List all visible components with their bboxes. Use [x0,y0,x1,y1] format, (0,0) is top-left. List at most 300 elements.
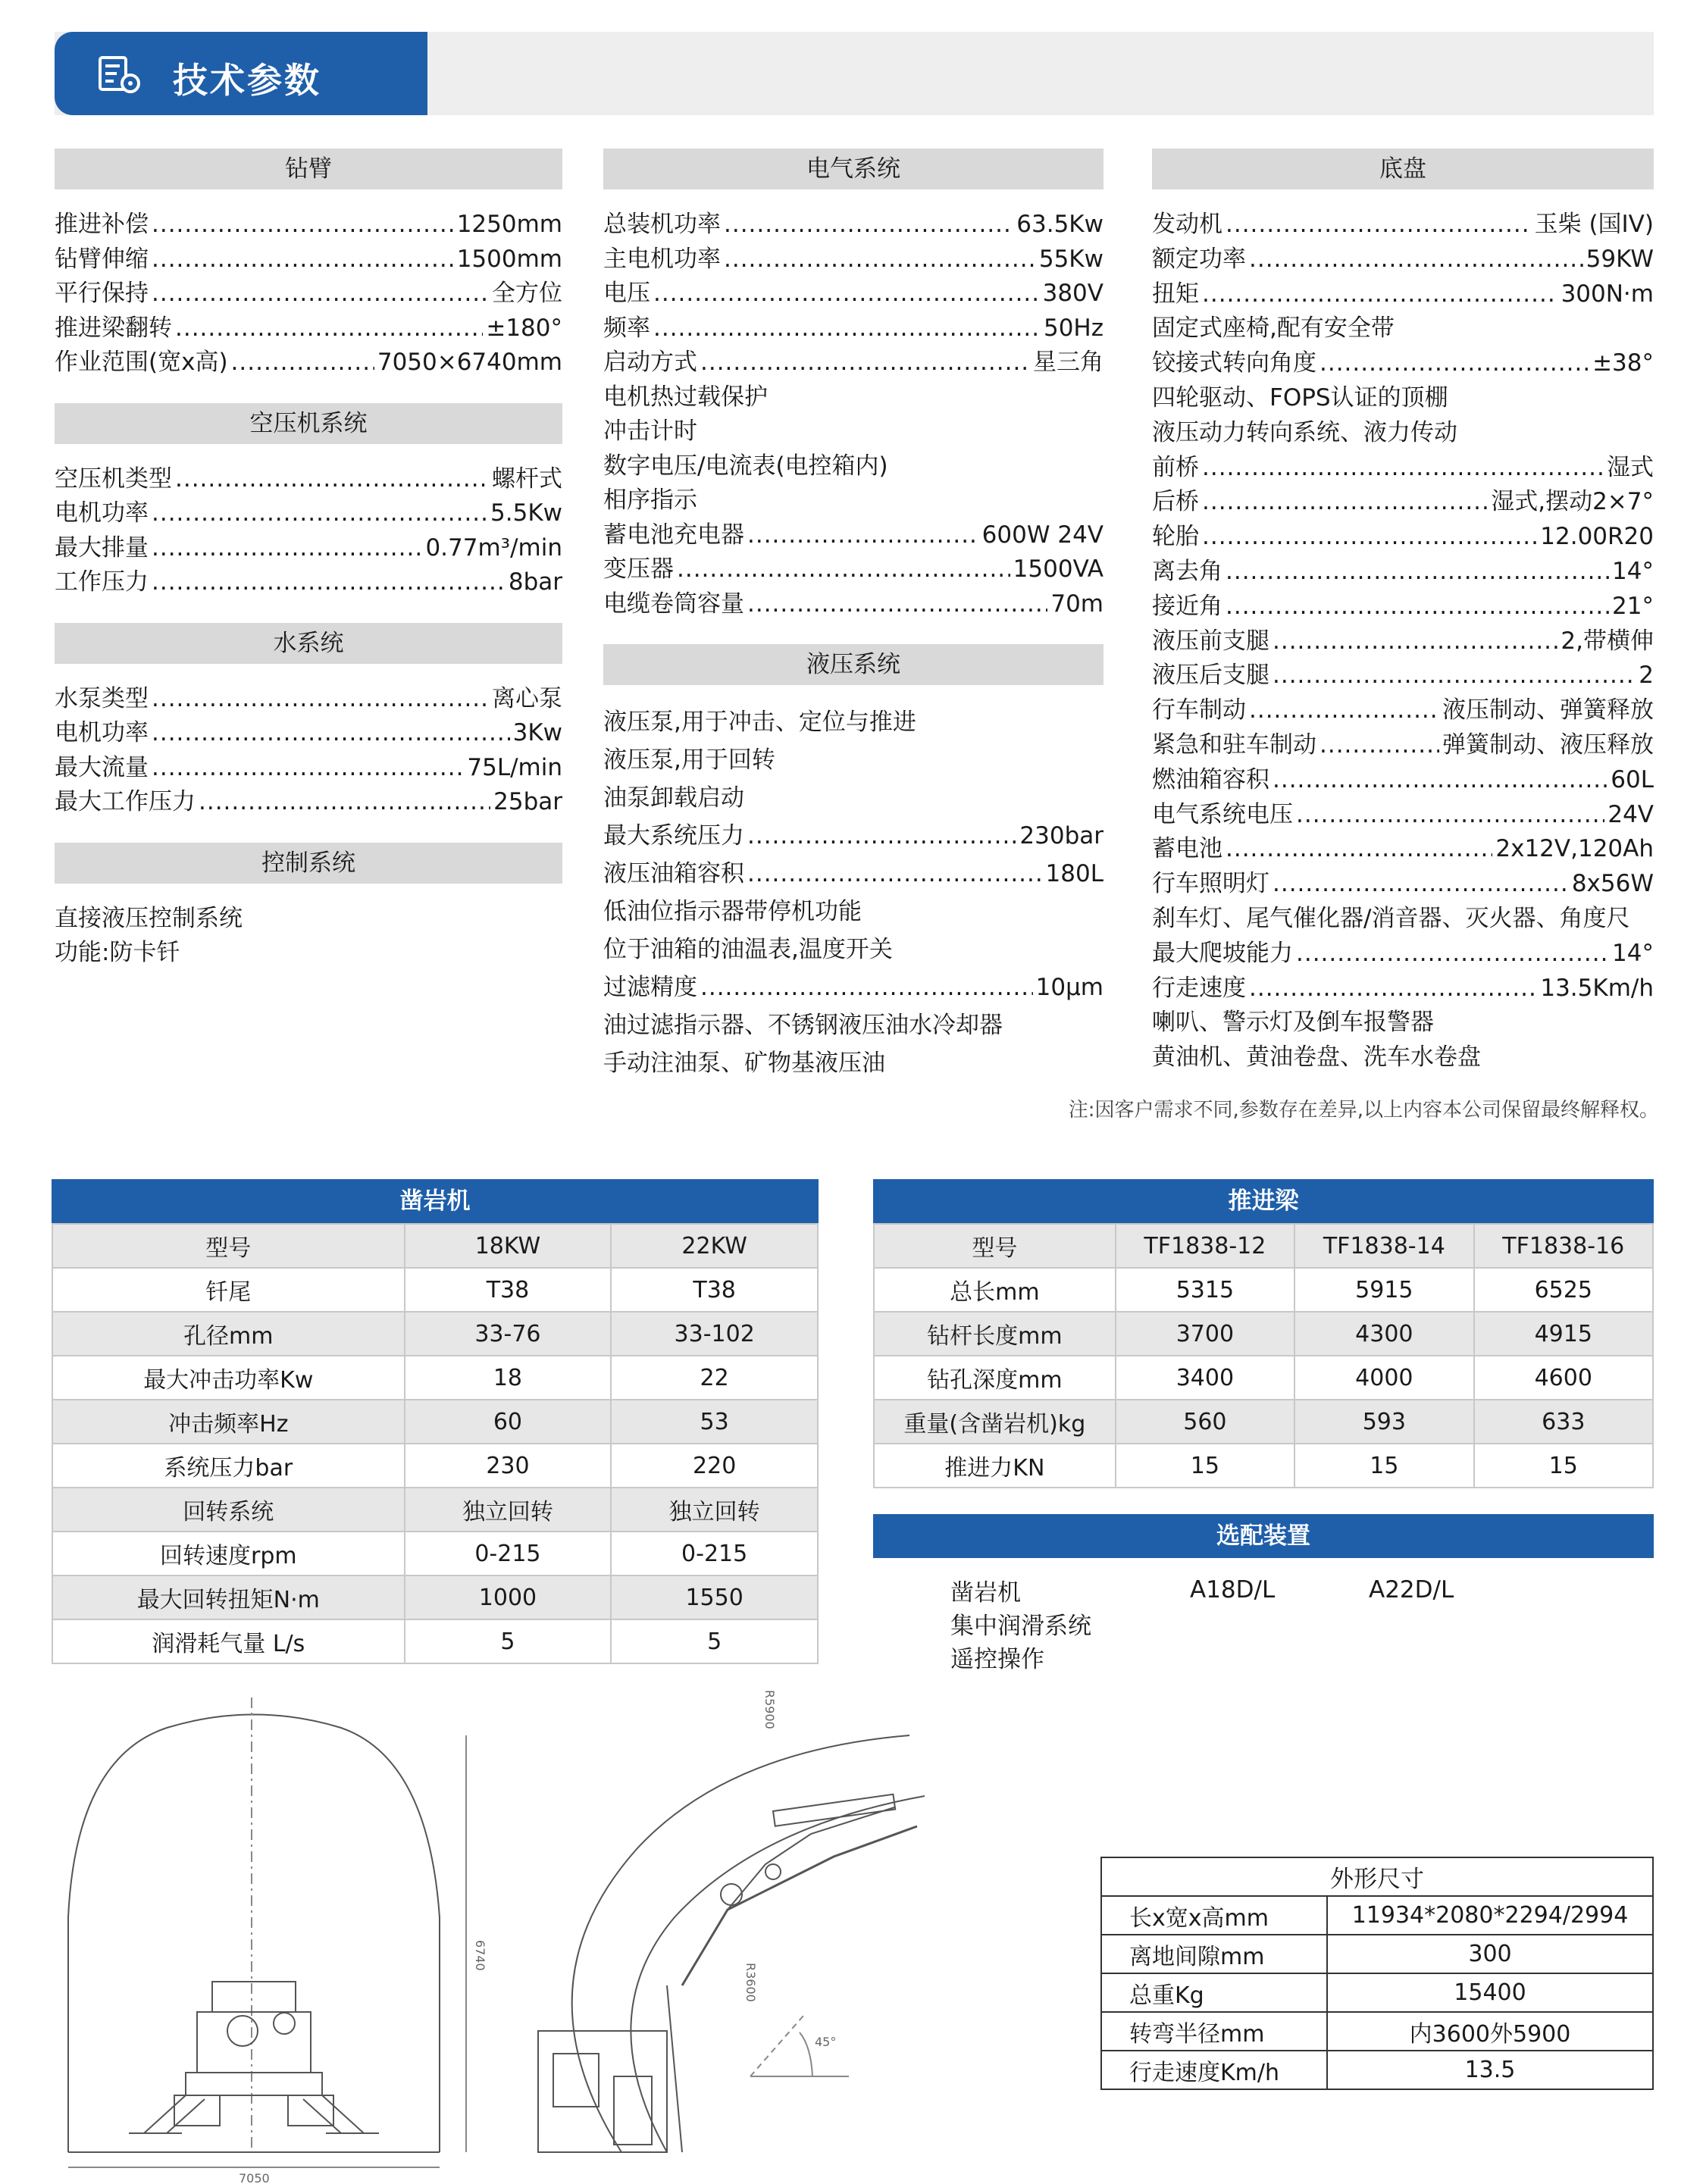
spec-key: 频率 [603,314,650,342]
spec-value: 600W 24V [981,521,1104,549]
table-cell: 4000 [1294,1356,1473,1400]
spec-row [603,817,1104,855]
options-title: 选配装置 [873,1514,1654,1558]
spec-key: 离去角 [1152,557,1222,585]
outer-radius-label: R5900 [762,1690,777,1729]
table-cell: 5 [611,1619,818,1663]
table-cell: 4300 [1294,1312,1473,1356]
spec-value: 59KW [1586,245,1654,273]
table-cell: 总长mm [874,1268,1116,1312]
spec-key: 轮胎 [1152,523,1199,551]
spec-value: 离心泵 [492,684,562,712]
spec-key: 电缆卷筒容量 [603,590,744,618]
leader-dots [700,346,1030,380]
spec-value: 12.00R20 [1540,523,1654,551]
spec-row [1152,520,1654,555]
spec-key: 紧急和驻车制动 [1152,731,1316,759]
section-title-hydraulic: 液压系统 [603,644,1104,685]
spec-value: 10μm [1035,974,1104,1001]
table-cell: 1550 [611,1575,818,1619]
machine-drawing [45,1667,970,2182]
leader-dots [1202,520,1537,555]
leader-dots [1320,346,1589,381]
table-cell: 4600 [1474,1356,1653,1400]
spec-line: 油泵卸载启动 [603,784,744,812]
table-row [52,1224,818,1268]
spec-row [1152,832,1654,867]
leader-dots [1273,624,1557,659]
leader-dots [152,751,464,786]
section-title-compressor: 空压机系统 [55,403,562,444]
spec-key: 扭矩 [1152,280,1199,308]
spec-row [1152,208,1654,242]
chassis-rows [1152,189,1654,1098]
table-cell: 300 [1327,1935,1653,1973]
leader-dots [1202,451,1604,486]
table-cell: 回转系统 [52,1488,405,1532]
leader-dots [152,242,454,277]
table-cell: 5315 [1116,1268,1294,1312]
spec-key: 作业范围(宽x高) [55,349,228,376]
leader-dots [1202,277,1558,312]
dimensions-title: 外形尺寸 [1101,1857,1653,1896]
leader-dots [1226,555,1609,590]
spec-value: 星三角 [1033,349,1104,376]
leader-dots [152,565,506,600]
leader-dots [1249,242,1583,277]
table-cell: 6525 [1474,1268,1653,1312]
leader-dots [175,311,483,346]
spec-key: 液压前支腿 [1152,627,1269,655]
electric-rows [603,189,1104,644]
height-dimension-label: 6740 [473,1940,487,1971]
spec-value: 湿式,摆动2×7° [1491,488,1654,516]
table-cell: 长x宽x高mm [1101,1896,1327,1935]
table-row [1101,1896,1653,1935]
spec-key: 水泵类型 [55,684,149,712]
table-cell: 15 [1294,1444,1473,1488]
table-cell: 转弯半径mm [1101,2012,1327,2051]
spec-key: 额定功率 [1152,245,1246,273]
spec-row [1152,346,1654,381]
table-cell: 重量(含凿岩机)kg [874,1400,1116,1444]
spec-key: 最大排量 [55,533,149,562]
spec-value: ±38° [1592,349,1654,377]
spec-row [55,565,562,600]
spec-row [55,208,562,242]
spec-key: 液压后支腿 [1152,662,1269,690]
option-item: 凿岩机 [950,1579,1021,1607]
leader-dots [653,311,1041,346]
spec-row [603,208,1104,242]
spec-row [55,242,562,277]
table-cell: 33-102 [611,1312,818,1356]
document-gear-icon [97,55,142,95]
leader-dots [653,277,1040,311]
spec-row [1152,972,1654,1006]
table-cell: 回转速度rpm [52,1532,405,1575]
spec-key: 前桥 [1152,453,1199,481]
table-row [1101,1935,1653,1973]
spec-value: 14° [1612,939,1654,967]
table-row [52,1400,818,1444]
spec-value: 13.5Km/h [1540,974,1654,1002]
table-cell: 230 [405,1444,612,1488]
spec-row [55,531,562,566]
table-cell: 冲击频率Hz [52,1400,405,1444]
table-cell: 0-215 [611,1532,818,1575]
spec-row [603,346,1104,380]
spec-row [603,855,1104,893]
spec-value: 螺杆式 [492,465,562,493]
water-rows [55,664,562,843]
section-title-water: 水系统 [55,623,562,664]
spec-value: 8x56W [1571,870,1654,898]
spec-row [1152,693,1654,728]
spec-value: 2,带横伸 [1561,627,1654,655]
leader-dots [231,346,374,380]
table-cell: 560 [1116,1400,1294,1444]
dimensions-table [1100,1857,1654,2090]
hydraulic-rows [603,685,1104,1105]
spec-value: 8bar [508,568,562,596]
inner-radius-label: R3600 [743,1963,758,2002]
leader-dots [152,277,489,311]
spec-value: 300N·m [1561,280,1654,308]
spec-key: 燃油箱容积 [1152,765,1269,793]
table-row [52,1619,818,1663]
leader-dots [747,817,1016,855]
spec-key: 电机功率 [55,719,149,746]
spec-row [55,682,562,717]
disclaimer-note: 注:因客户需求不同,参数存在差异,以上内容本公司保留最终解释权。 [1068,1099,1659,1122]
spec-value: 180L [1045,860,1104,887]
option-model-a: A18D/L [1190,1576,1276,1604]
table-cell: 最大回转扭矩N·m [52,1575,405,1619]
spec-key: 平行保持 [55,280,149,307]
table-cell: 4915 [1474,1312,1653,1356]
table-cell: 33-76 [405,1312,612,1356]
spec-value: 5.5Kw [490,499,562,527]
width-dimension-label: 7050 [239,2171,270,2182]
page-title: 技术参数 [173,60,321,101]
spec-key: 电压 [603,280,650,307]
spec-key: 行车制动 [1152,696,1246,724]
spec-value: 弹簧制动、液压释放 [1442,731,1654,759]
feed-beam-title: 推进梁 [873,1179,1654,1223]
spec-value: 全方位 [492,280,562,307]
spec-key: 推进梁翻转 [55,314,172,342]
table-row [874,1224,1653,1268]
table-row [52,1268,818,1312]
spec-row [603,242,1104,277]
table-cell: 内3600外5900 [1327,2012,1653,2051]
option-item: 集中润滑系统 [950,1613,1091,1640]
spec-value: 1500mm [456,245,562,273]
spec-value: 380V [1042,280,1104,307]
table-cell: 3700 [1116,1312,1294,1356]
spec-column-2 [603,149,1104,1105]
table-cell: 3400 [1116,1356,1294,1400]
spec-value: 7050×6740mm [377,349,562,376]
leader-dots [747,518,979,553]
spec-row [1152,659,1654,693]
leader-dots [724,208,1013,242]
spec-value: 湿式 [1607,453,1654,481]
leader-dots [1226,590,1609,624]
spec-value: 50Hz [1043,314,1104,342]
table-cell: 系统压力bar [52,1444,405,1488]
table-cell: 5 [405,1619,612,1663]
spec-row [603,277,1104,311]
table-cell: 15 [1474,1444,1653,1488]
table-cell: 孔径mm [52,1312,405,1356]
spec-value: 2x12V,120Ah [1495,835,1654,863]
option-model-b: A22D/L [1369,1576,1454,1604]
table-cell: 独立回转 [405,1488,612,1532]
table-cell: 220 [611,1444,818,1488]
table-cell: 18KW [405,1224,612,1268]
table-cell: 11934*2080*2294/2994 [1327,1896,1653,1935]
spec-row [55,496,562,531]
spec-line: 低油位指示器带停机功能 [603,898,862,925]
table-cell: 独立回转 [611,1488,818,1532]
control-rows [55,884,562,993]
spec-row [603,587,1104,622]
leader-dots [747,587,1047,622]
spec-key: 液压油箱容积 [603,860,744,887]
leader-dots [1273,867,1569,902]
table-row [52,1444,818,1488]
table-cell: T38 [611,1268,818,1312]
section-title-chassis: 底盘 [1152,149,1654,189]
leader-dots [1249,972,1537,1006]
spec-key: 总装机功率 [603,211,721,238]
table-cell: 钎尾 [52,1268,405,1312]
spec-row [603,518,1104,553]
leader-dots [1226,208,1532,242]
table-cell: TF1838-14 [1294,1224,1473,1268]
leader-dots [175,462,489,497]
spec-row [55,311,562,346]
leader-dots [152,682,489,717]
spec-key: 电气系统电压 [1152,800,1293,828]
spec-key: 电机功率 [55,499,149,527]
options-section [873,1514,1654,1558]
spec-line: 冲击计时 [603,418,697,445]
spec-line: 喇叭、警示灯及倒车报警器 [1152,1009,1434,1037]
table-cell: 15 [1116,1444,1294,1488]
table-cell: 0-215 [405,1532,612,1575]
spec-key: 最大工作压力 [55,788,196,815]
table-cell: T38 [405,1268,612,1312]
spec-row [55,277,562,311]
table-row [52,1575,818,1619]
spec-key: 行走速度 [1152,974,1246,1002]
table-cell: 633 [1474,1400,1653,1444]
spec-line: 数字电压/电流表(电控箱内) [603,452,888,480]
leader-dots [152,716,510,751]
spec-line: 四轮驱动、FOPS认证的顶棚 [1152,383,1448,411]
spec-line: 黄油机、黄油卷盘、洗车水卷盘 [1152,1044,1481,1072]
spec-row [1152,590,1654,624]
leader-dots [677,552,1010,587]
leader-dots [1249,693,1439,728]
rock-drill-grid [52,1223,819,1664]
table-row [52,1356,818,1400]
spec-column-3 [1152,149,1654,1098]
table-cell: 推进力KN [874,1444,1116,1488]
table-cell: 离地间隙mm [1101,1935,1327,1973]
section-title-drill-boom: 钻臂 [55,149,562,189]
spec-value: 230bar [1019,822,1104,850]
leader-dots [724,242,1036,277]
options-list [950,1576,1091,1676]
table-cell: 钻孔深度mm [874,1356,1116,1400]
spec-value: 2 [1639,662,1654,690]
table-row [1101,1973,1653,2012]
table-cell: 总重Kg [1101,1973,1327,2012]
table-cell: 593 [1294,1400,1473,1444]
spec-row [603,968,1104,1006]
spec-line: 直接液压控制系统 [55,904,243,932]
table-row [52,1488,818,1532]
table-cell: 53 [611,1400,818,1444]
dimensions-grid [1100,1857,1654,2090]
spec-value: 1500VA [1013,555,1104,583]
section-title-electric: 电气系统 [603,149,1104,189]
leader-dots [1320,728,1439,763]
spec-value: 14° [1612,557,1654,585]
spec-row [1152,867,1654,902]
leader-dots [152,496,487,531]
drill-boom-rows [55,189,562,403]
section-title-control: 控制系统 [55,843,562,884]
spec-row [55,785,562,820]
table-row [874,1444,1653,1488]
leader-dots [1226,832,1492,867]
spec-row [1152,555,1654,590]
table-cell: TF1838-16 [1474,1224,1653,1268]
spec-row [55,716,562,751]
spec-key: 最大流量 [55,753,149,781]
spec-line: 液压泵,用于回转 [603,746,775,774]
leader-dots [152,208,454,242]
spec-value: 3Kw [512,719,562,746]
spec-value: 玉柴 (国IV) [1534,211,1654,238]
table-row [52,1312,818,1356]
spec-key: 最大系统压力 [603,822,744,850]
spec-key: 变压器 [603,555,674,583]
table-cell: 型号 [874,1224,1116,1268]
spec-key: 行车照明灯 [1152,870,1269,898]
spec-row [1152,937,1654,972]
spec-key: 主电机功率 [603,245,721,273]
spec-row [55,346,562,380]
table-cell: 13.5 [1327,2051,1653,2089]
spec-row [1152,798,1654,833]
feed-beam-grid [873,1223,1654,1488]
spec-row [603,552,1104,587]
feed-beam-table [873,1179,1654,1488]
table-row [52,1532,818,1575]
leader-dots [152,531,422,566]
spec-value: 75L/min [467,753,562,781]
table-cell: 18 [405,1356,612,1400]
table-cell: 钻杆长度mm [874,1312,1116,1356]
spec-key: 启动方式 [603,349,697,376]
spec-key: 推进补偿 [55,211,149,238]
option-item: 遥控操作 [950,1646,1044,1673]
table-row [874,1400,1653,1444]
spec-line: 功能:防卡钎 [55,939,180,966]
rock-drill-title: 凿岩机 [52,1179,819,1223]
table-row [1101,2051,1653,2089]
spec-value: 63.5Kw [1016,211,1104,238]
spec-key: 蓄电池充电器 [603,521,744,549]
spec-line: 手动注油泵、矿物基液压油 [603,1050,885,1077]
spec-line: 电机热过载保护 [603,383,768,411]
table-cell: 5915 [1294,1268,1473,1312]
leader-dots [1273,763,1608,798]
spec-value: 21° [1612,592,1654,620]
spec-row [1152,728,1654,763]
spec-value: ±180° [486,314,562,342]
table-cell: 22KW [611,1224,818,1268]
spec-row [603,311,1104,346]
table-row [874,1268,1653,1312]
spec-key: 发动机 [1152,211,1222,238]
spec-row [1152,763,1654,798]
spec-key: 最大爬坡能力 [1152,939,1293,967]
spec-key: 蓄电池 [1152,835,1222,863]
spec-key: 工作压力 [55,568,149,596]
table-cell: 行走速度Km/h [1101,2051,1327,2089]
spec-value: 1250mm [456,211,562,238]
spec-row [55,462,562,497]
spec-key: 空压机类型 [55,465,172,493]
spec-value: 0.77m³/min [425,533,562,562]
spec-key: 后桥 [1152,488,1199,516]
spec-line: 相序指示 [603,487,697,514]
spec-line: 油过滤指示器、不锈钢液压油水冷却器 [603,1012,1003,1039]
table-row [874,1356,1653,1400]
spec-row [55,751,562,786]
leader-dots [1202,485,1488,520]
spec-key: 铰接式转向角度 [1152,349,1316,377]
table-cell: 润滑耗气量 L/s [52,1619,405,1663]
table-cell: 型号 [52,1224,405,1268]
spec-line: 液压动力转向系统、液力传动 [1152,418,1457,446]
table-row [874,1312,1653,1356]
table-cell: 15400 [1327,1973,1653,2012]
table-cell: 60 [405,1400,612,1444]
leader-dots [1273,659,1636,693]
spec-key: 钻臂伸缩 [55,245,149,273]
spec-row [1152,451,1654,486]
spec-key: 过滤精度 [603,974,697,1001]
spec-key: 接近角 [1152,592,1222,620]
table-cell: 22 [611,1356,818,1400]
leader-dots [747,855,1043,893]
table-row [1101,2012,1653,2051]
angle-label: 45° [815,2035,837,2049]
spec-value: 55Kw [1038,245,1104,273]
spec-row [1152,485,1654,520]
table-cell: 最大冲击功率Kw [52,1356,405,1400]
spec-row [1152,277,1654,312]
spec-row [1152,242,1654,277]
